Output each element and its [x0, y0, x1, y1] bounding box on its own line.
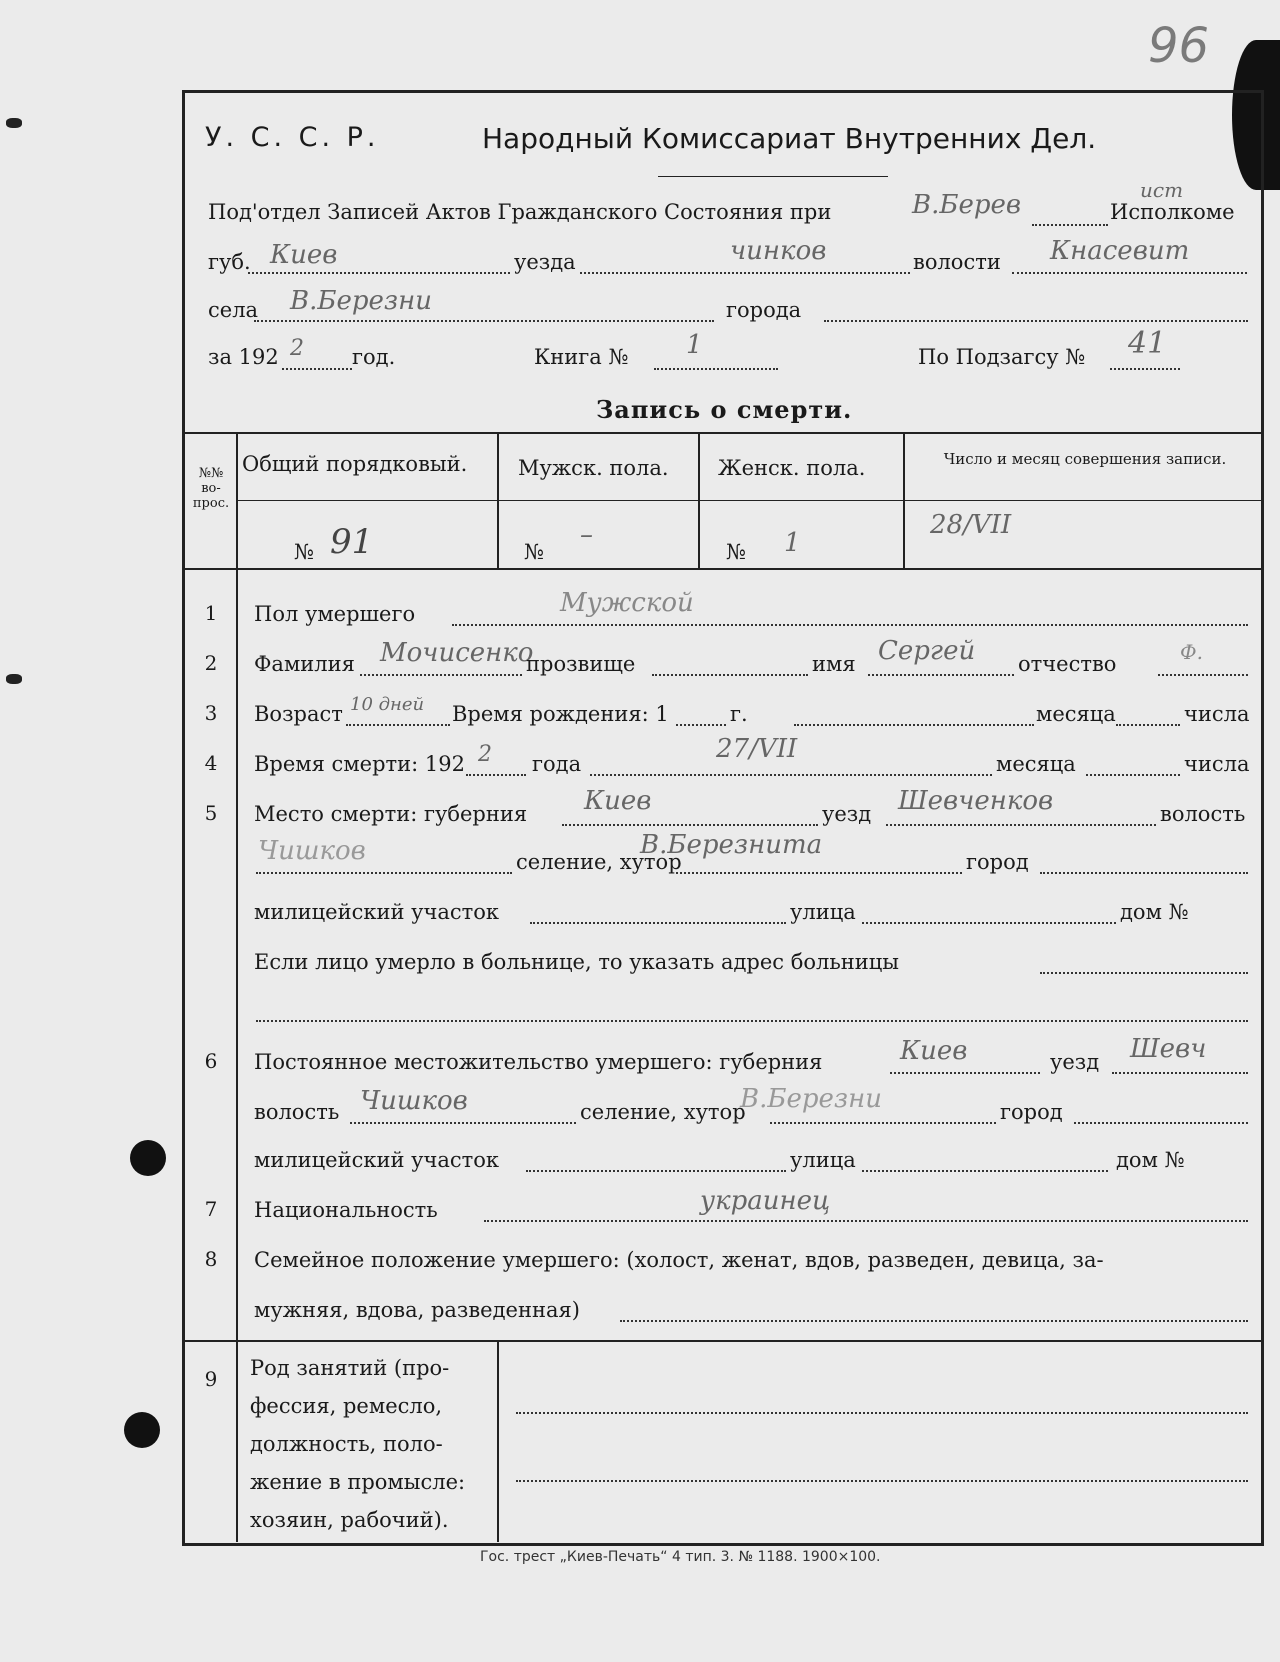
q-num-2: 2 — [204, 651, 218, 675]
q-num-9: 9 — [204, 1367, 218, 1391]
q-num-3: 3 — [204, 701, 218, 725]
date-hw: 28/VII — [930, 510, 1012, 540]
q3-day: числа — [1184, 702, 1250, 726]
q6-uezd-hw: Шевч — [1130, 1034, 1207, 1064]
volost-label: волости — [913, 250, 1001, 274]
col-nn: №№ во- прос. — [192, 466, 230, 511]
q8-line2: мужняя, вдова, разведенная) — [254, 1298, 580, 1322]
q5-uezd: уезд — [822, 802, 872, 826]
year-suffix: год. — [352, 345, 396, 369]
q6-residence: Постоянное местожительство умершего: губерния — [254, 1050, 823, 1074]
q4-date-hw: 27/VII — [716, 734, 798, 764]
q9-l2: фессия, ремесло, — [250, 1394, 443, 1418]
col-date: Число и месяц совершения записи. — [943, 450, 1227, 468]
subrecord-label: По Подзагсу № — [918, 345, 1086, 369]
q2-nickname: прозвище — [526, 652, 636, 676]
subrecord-hw: 41 — [1128, 326, 1167, 361]
q4-year: года — [532, 752, 582, 776]
state-title: У. С. С. Р. — [205, 122, 380, 153]
selo-hw: В.Березни — [290, 286, 432, 316]
q6-house: дом № — [1116, 1148, 1185, 1172]
gub-hw: Киев — [270, 240, 338, 270]
year-prefix: за 192 — [208, 345, 279, 369]
q2-patronymic-hw: Ф. — [1180, 640, 1203, 664]
q3-age: Возраст — [254, 702, 343, 726]
q6-volost-hw: Чишков — [360, 1086, 468, 1116]
q1-hw: Мужской — [560, 588, 694, 618]
gub-label: губ. — [208, 250, 251, 274]
uezd-label: уезда — [514, 250, 576, 274]
female-prefix: № — [726, 540, 746, 564]
subdept-hw2: ист — [1140, 178, 1184, 202]
general-hw: 91 — [330, 522, 374, 562]
q9-l5: хозяин, рабочий). — [250, 1508, 449, 1532]
q6-street: улица — [790, 1148, 856, 1172]
q3-g: г. — [730, 702, 748, 726]
q5-gorod: город — [966, 850, 1029, 874]
q5-hospital: Если лицо умерло в больнице, то указать адрес больницы — [254, 950, 899, 974]
q6-uezd: уезд — [1050, 1050, 1100, 1074]
commissariat-title: Народный Комиссариат Внутренних Дел. — [482, 122, 1097, 155]
q2-name: имя — [812, 652, 856, 676]
q-num-1: 1 — [204, 601, 218, 625]
q6-selenie: селение, хутор — [580, 1100, 746, 1124]
q5-selenie-hw: В.Березнита — [640, 830, 823, 860]
q6-selenie-hw: В.Березни — [740, 1084, 882, 1114]
q5-street: улица — [790, 900, 856, 924]
binder-hole — [124, 1412, 160, 1448]
general-prefix: № — [294, 540, 314, 564]
q2-patronymic: отчество — [1018, 652, 1117, 676]
q5-gub-hw: Киев — [584, 786, 652, 816]
q4-year-hw: 2 — [478, 742, 492, 767]
col-male: Мужск. пола. — [518, 456, 669, 480]
male-prefix: № — [524, 540, 544, 564]
page-number: 96 — [1148, 18, 1210, 74]
q1-label: Пол умершего — [254, 602, 416, 626]
subdept-hw: В.Берев — [912, 190, 1022, 220]
q9-l3: должность, поло- — [250, 1432, 443, 1456]
q6-volost: волость — [254, 1100, 340, 1124]
q4-month: месяца — [996, 752, 1076, 776]
q4-day: числа — [1184, 752, 1250, 776]
q5-volost-hw: Чишков — [258, 836, 366, 866]
q5-volost: волость — [1160, 802, 1246, 826]
female-hw: 1 — [784, 528, 801, 558]
q2-surname-hw: Мочисенко — [380, 638, 534, 668]
q6-gorod: город — [1000, 1100, 1063, 1124]
executive-label: Исполкоме — [1110, 200, 1235, 224]
volost-hw: Кнасевит — [1050, 236, 1190, 266]
q3-birth: Время рождения: 1 — [452, 702, 669, 726]
binder-hole — [130, 1140, 166, 1176]
punch-mark — [6, 674, 22, 684]
q5-place: Место смерти: губерния — [254, 802, 528, 826]
q9-l4: жение в промысле: — [250, 1470, 466, 1494]
male-hw: – — [580, 520, 593, 550]
q5-militia: милицейский участок — [254, 900, 500, 924]
year-hw: 2 — [290, 336, 304, 361]
q-num-4: 4 — [204, 751, 218, 775]
q6-gub-hw: Киев — [900, 1036, 968, 1066]
print-footer: Гос. трест „Киев-Печать“ 4 тип. 3. № 1188. 1900×100. — [480, 1549, 881, 1565]
gorod-label: города — [726, 298, 802, 322]
q3-month: месяца — [1036, 702, 1116, 726]
selo-label: села — [208, 298, 259, 322]
q4-death: Время смерти: 192 — [254, 752, 465, 776]
q6-militia: милицейский участок — [254, 1148, 500, 1172]
subdept-label: Под'отдел Записей Актов Гражданского Состояния при — [208, 200, 832, 224]
q8-line1: Семейное положение умершего: (холост, женат, вдов, разведен, девица, за- — [254, 1248, 1104, 1272]
col-general: Общий порядковый. — [242, 452, 468, 476]
q2-surname: Фамилия — [254, 652, 355, 676]
q9-l1: Род занятий (про- — [250, 1356, 450, 1380]
q-num-8: 8 — [204, 1247, 218, 1271]
punch-mark — [6, 118, 22, 128]
q7-hw: украинец — [700, 1186, 831, 1216]
book-label: Книга № — [534, 345, 629, 369]
q2-name-hw: Сергей — [878, 636, 976, 666]
form-title: Запись о смерти. — [596, 395, 853, 424]
q-num-6: 6 — [204, 1049, 218, 1073]
q5-uezd-hw: Шевченков — [898, 786, 1054, 816]
book-hw: 1 — [686, 330, 703, 360]
col-female: Женск. пола. — [718, 456, 866, 480]
q5-house: дом № — [1120, 900, 1189, 924]
q5-selenie: селение, хутор — [516, 850, 682, 874]
q-num-5: 5 — [204, 801, 218, 825]
q7-label: Национальность — [254, 1198, 438, 1222]
q3-age-hw: 10 дней — [350, 694, 425, 715]
q-num-7: 7 — [204, 1197, 218, 1221]
uezd-hw: чинков — [730, 236, 827, 266]
